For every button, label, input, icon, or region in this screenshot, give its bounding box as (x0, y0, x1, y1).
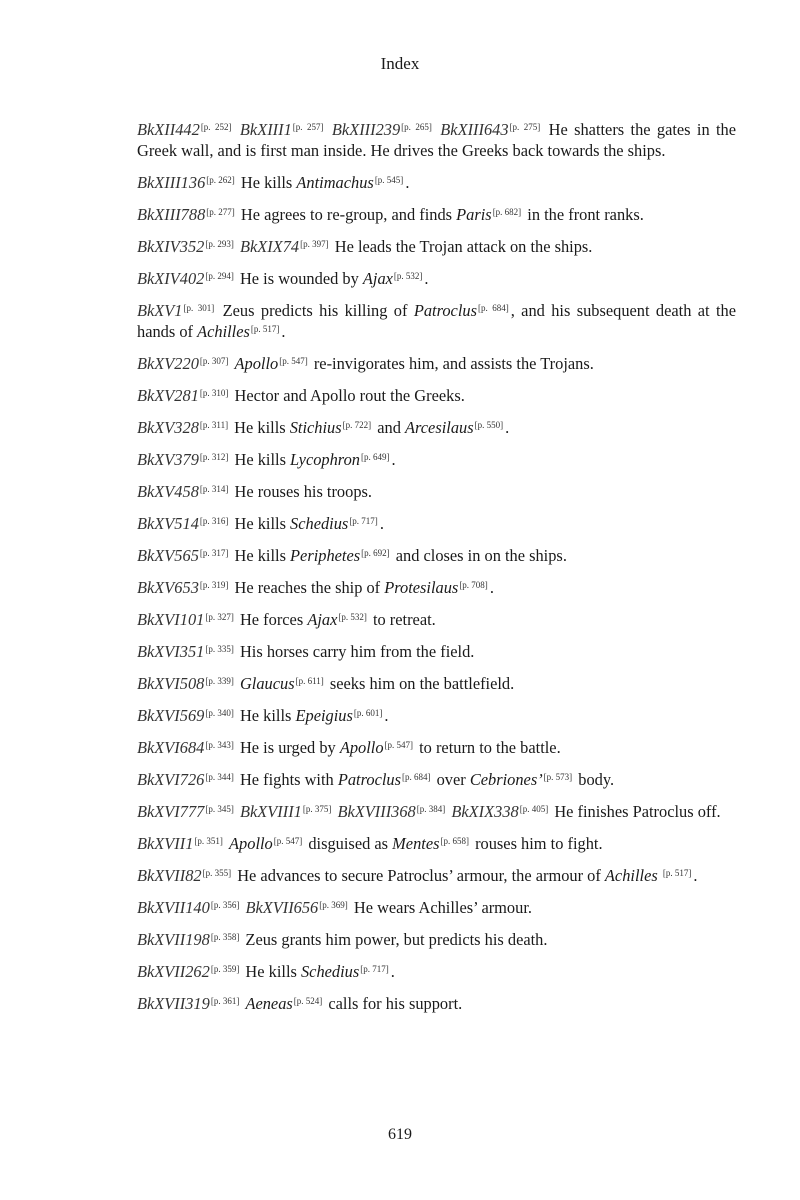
page-reference[interactable]: [p. 257] (292, 122, 324, 132)
page-reference[interactable]: [p. 316] (199, 516, 229, 526)
page-reference[interactable]: [p. 319] (199, 580, 229, 590)
page-reference[interactable]: [p. 550] (474, 420, 504, 430)
entry-text: He fights with (235, 770, 338, 789)
page-reference[interactable]: [p. 545] (374, 175, 404, 185)
page-reference[interactable]: [p. 397] (300, 239, 329, 249)
page-reference[interactable]: [p. 252] (200, 122, 232, 132)
entry-text: He wears Achilles’ armour. (349, 898, 532, 917)
entry-text: rouses him to fight. (470, 834, 603, 853)
person-name: Periphetes (290, 546, 361, 565)
index-entry (137, 268, 736, 289)
page-reference[interactable]: [p. 682] (492, 207, 522, 217)
page-reference[interactable]: [p. 343] (205, 740, 234, 750)
page-reference[interactable]: [p. 547] (279, 356, 308, 366)
entry-text: and (373, 418, 405, 437)
index-entry (137, 641, 736, 662)
page-reference[interactable]: [p. 344] (205, 772, 234, 782)
page-reference[interactable]: [p. 311] (199, 420, 229, 430)
page-reference[interactable]: [p. 384] (416, 804, 446, 814)
index-entry (137, 961, 736, 982)
book-reference-link[interactable]: BkXV281 (137, 386, 199, 405)
book-reference-link[interactable]: BkXIII1 (239, 120, 292, 139)
page-reference[interactable]: [p. 301] (183, 303, 215, 313)
index-entry (137, 385, 736, 406)
page-reference[interactable]: [p. 293] (205, 239, 234, 249)
page-reference[interactable]: [p. 684] (477, 303, 509, 313)
entry-text: , and his subsequent death at the hands of (137, 301, 736, 341)
entry-text: He kills (230, 418, 290, 437)
entry-text: Hector and Apollo rout the Greeks. (230, 386, 465, 405)
person-name: Apollo (234, 354, 279, 373)
entry-text: He advances to secure Patroclus’ armour, the armour of (233, 866, 605, 885)
entry-text: . (405, 173, 410, 192)
entry-text: and closes in on the ships. (391, 546, 567, 565)
index-entry (137, 545, 736, 566)
index-entry (137, 673, 736, 694)
page-reference[interactable]: [p. 517] (662, 868, 692, 878)
book-reference-link[interactable]: BkXV653 (137, 578, 199, 597)
page-reference[interactable]: [p. 692] (361, 548, 390, 558)
page-reference[interactable]: [p. 649] (360, 452, 390, 462)
entry-text: He kills (230, 450, 291, 469)
book-reference-link[interactable]: BkXVII82 (137, 866, 202, 885)
page-reference[interactable]: [p. 345] (205, 804, 234, 814)
person-name: Cebriones’ (469, 770, 543, 789)
book-reference-link[interactable]: BkXV514 (137, 514, 199, 533)
entry-text: to return to the battle. (415, 738, 561, 757)
entry-text: He leads the Trojan attack on the ships. (330, 237, 593, 256)
page-reference[interactable]: [p. 265] (401, 122, 432, 132)
index-entry (137, 769, 736, 790)
entry-text: He forces (235, 610, 308, 629)
person-name: Paris (456, 205, 492, 224)
entry-text: He finishes Patroclus off. (550, 802, 721, 821)
page-reference[interactable]: [p. 573] (543, 772, 573, 782)
index-entry (137, 449, 736, 470)
book-reference-link[interactable]: BkXIII643 (440, 120, 509, 139)
person-name: Glaucus (239, 674, 295, 693)
entry-text: He kills (235, 706, 296, 725)
page-reference[interactable]: [p. 310] (199, 388, 229, 398)
index-entry (137, 481, 736, 502)
index-entry (137, 204, 736, 225)
page-title: Index (380, 54, 420, 73)
book-reference-link[interactable]: BkXIX74 (239, 237, 300, 256)
book-reference-link[interactable]: BkXVII198 (137, 930, 210, 949)
entry-text: . (505, 418, 510, 437)
entry-text: . (379, 514, 384, 533)
person-name: Antimachus (296, 173, 374, 192)
entry-text: His horses carry him from the field. (235, 642, 475, 661)
index-entry (137, 119, 736, 161)
page-reference[interactable]: [p. 351] (194, 836, 223, 846)
book-reference-link[interactable]: BkXIII788 (137, 205, 206, 224)
person-name: Achilles (197, 322, 250, 341)
book-reference-link[interactable]: BkXVIII368 (337, 802, 416, 821)
entry-text: He kills (230, 546, 291, 565)
book-reference-link[interactable]: BkXV565 (137, 546, 199, 565)
index-entry (137, 929, 736, 950)
person-name: Achilles (604, 866, 658, 885)
book-reference-link[interactable]: BkXVI777 (137, 802, 205, 821)
person-name: Apollo (339, 738, 384, 757)
entry-text: He kills (236, 173, 297, 192)
entry-text: He shatters the gates in the Greek wall, and is first man inside. He drives the Greeks back towards the ships. (137, 120, 737, 160)
book-reference-link[interactable]: BkXVII1 (137, 834, 194, 853)
page-reference[interactable]: [p. 524] (293, 996, 323, 1006)
page-reference[interactable]: [p. 355] (202, 868, 232, 878)
index-entry (137, 737, 736, 758)
page-reference[interactable]: [p. 717] (349, 516, 378, 526)
book-reference-link[interactable]: BkXIV352 (137, 237, 205, 256)
entry-text: Zeus grants him power, but predicts his death. (241, 930, 548, 949)
entry-text: He is wounded by (235, 269, 363, 288)
index-entries (137, 119, 736, 1025)
person-name: Ajax (307, 610, 338, 629)
person-name: Ajax (362, 269, 393, 288)
book-reference-link[interactable]: BkXIV402 (137, 269, 205, 288)
book-reference-link[interactable]: BkXV379 (137, 450, 199, 469)
page-reference[interactable]: [p. 369] (319, 900, 348, 910)
page-reference[interactable]: [p. 547] (384, 740, 414, 750)
page-reference[interactable]: [p. 601] (353, 708, 383, 718)
page-reference[interactable]: [p. 307] (199, 356, 229, 366)
page-reference[interactable]: [p. 358] (210, 932, 240, 942)
index-entry (137, 801, 736, 822)
entry-text: calls for his support. (324, 994, 463, 1013)
page-reference[interactable]: [p. 532] (338, 612, 367, 622)
book-reference-link[interactable]: BkXV458 (137, 482, 199, 501)
book-reference-link[interactable]: BkXIX338 (451, 802, 519, 821)
book-reference-link[interactable]: BkXV328 (137, 418, 199, 437)
page-reference[interactable]: [p. 658] (440, 836, 469, 846)
book-reference-link[interactable]: BkXIII239 (331, 120, 401, 139)
entry-text: He is urged by (235, 738, 340, 757)
page-reference[interactable]: [p. 532] (393, 271, 423, 281)
index-entry (137, 353, 736, 374)
index-entry (137, 577, 736, 598)
entry-text: in the front ranks. (523, 205, 644, 224)
page-reference[interactable]: [p. 335] (205, 644, 234, 654)
page-reference[interactable]: [p. 684] (401, 772, 431, 782)
entry-text: He rouses his troops. (230, 482, 372, 501)
page-reference[interactable]: [p. 317] (199, 548, 229, 558)
book-reference-link[interactable]: BkXVI569 (137, 706, 205, 725)
person-name: Epeigius (295, 706, 353, 725)
page-reference[interactable]: [p. 375] (302, 804, 332, 814)
index-entry (137, 833, 736, 854)
entry-text: over (432, 770, 470, 789)
book-reference-link[interactable]: BkXIII136 (137, 173, 206, 192)
entry-text: seeks him on the battlefield. (325, 674, 515, 693)
entry-text: He agrees to re-group, and finds (236, 205, 457, 224)
book-reference-link[interactable]: BkXV220 (137, 354, 199, 373)
book-reference-link[interactable]: BkXII442 (137, 120, 200, 139)
entry-text: disguised as (304, 834, 393, 853)
index-entry (137, 609, 736, 630)
page-reference[interactable]: [p. 722] (342, 420, 372, 430)
entry-text: . (489, 578, 494, 597)
entry-text: . (693, 866, 698, 885)
person-name: Mentes (392, 834, 440, 853)
page-reference[interactable]: [p. 405] (519, 804, 549, 814)
index-entry (137, 897, 736, 918)
person-name: Patroclus (413, 301, 477, 320)
entry-text: . (424, 269, 429, 288)
page-reference[interactable]: [p. 611] (295, 676, 324, 686)
page-reference[interactable]: [p. 717] (360, 964, 389, 974)
page-reference[interactable]: [p. 361] (210, 996, 240, 1006)
page-reference[interactable]: [p. 340] (205, 708, 234, 718)
book-reference-link[interactable]: BkXVI101 (137, 610, 205, 629)
index-entry (137, 513, 736, 534)
entry-text: He kills (230, 514, 291, 533)
page-reference[interactable]: [p. 339] (205, 676, 234, 686)
index-entry (137, 705, 736, 726)
book-reference-link[interactable]: BkXVI726 (137, 770, 205, 789)
person-name: Aeneas (245, 994, 293, 1013)
page-reference[interactable]: [p. 359] (210, 964, 240, 974)
index-entry (137, 993, 736, 1014)
entry-text: body. (574, 770, 615, 789)
page-reference[interactable]: [p. 294] (205, 271, 234, 281)
index-entry (137, 172, 736, 193)
entry-text: . (384, 706, 389, 725)
person-name: Protesilaus (384, 578, 459, 597)
person-name: Patroclus (337, 770, 401, 789)
page-reference[interactable]: [p. 517] (250, 324, 280, 334)
index-entry (137, 865, 736, 886)
book-reference-link[interactable]: BkXVII319 (137, 994, 210, 1013)
page-reference[interactable]: [p. 327] (205, 612, 234, 622)
entry-text: . (390, 962, 395, 981)
page-number: 619 (388, 1126, 412, 1143)
entry-text: . (391, 450, 396, 469)
entry-text: to retreat. (368, 610, 436, 629)
person-name: Schedius (290, 514, 349, 533)
entry-text: . (281, 322, 286, 341)
page-reference[interactable]: [p. 547] (273, 836, 303, 846)
person-name: Arcesilaus (405, 418, 474, 437)
page-reference[interactable]: [p. 275] (509, 122, 541, 132)
index-entry (137, 300, 736, 342)
person-name: Apollo (229, 834, 273, 853)
entry-text: He reaches the ship of (230, 578, 385, 597)
page-reference[interactable]: [p. 262] (206, 175, 235, 185)
page-reference[interactable]: [p. 277] (206, 207, 235, 217)
book-reference-link[interactable]: BkXVII262 (137, 962, 210, 981)
book-reference-link[interactable]: BkXVI684 (137, 738, 205, 757)
entry-text (658, 866, 662, 885)
entry-text: He kills (241, 962, 301, 981)
book-reference-link[interactable]: BkXVI351 (137, 642, 205, 661)
person-name: Lycophron (290, 450, 360, 469)
book-reference-link[interactable]: BkXVIII1 (239, 802, 302, 821)
book-reference-link[interactable]: BkXVII140 (137, 898, 210, 917)
person-name: Schedius (300, 962, 360, 981)
book-reference-link[interactable]: BkXVII656 (245, 898, 319, 917)
entry-text: Zeus predicts his killing of (216, 301, 414, 320)
page-reference[interactable]: [p. 708] (459, 580, 488, 590)
page-reference[interactable]: [p. 312] (199, 452, 229, 462)
index-entry (137, 417, 736, 438)
index-entry (137, 236, 736, 257)
page-reference[interactable]: [p. 356] (210, 900, 240, 910)
book-reference-link[interactable]: BkXVI508 (137, 674, 205, 693)
page-reference[interactable]: [p. 314] (199, 484, 229, 494)
book-reference-link[interactable]: BkXV1 (137, 301, 183, 320)
person-name: Stichius (289, 418, 342, 437)
entry-text: re-invigorates him, and assists the Trojans. (309, 354, 594, 373)
